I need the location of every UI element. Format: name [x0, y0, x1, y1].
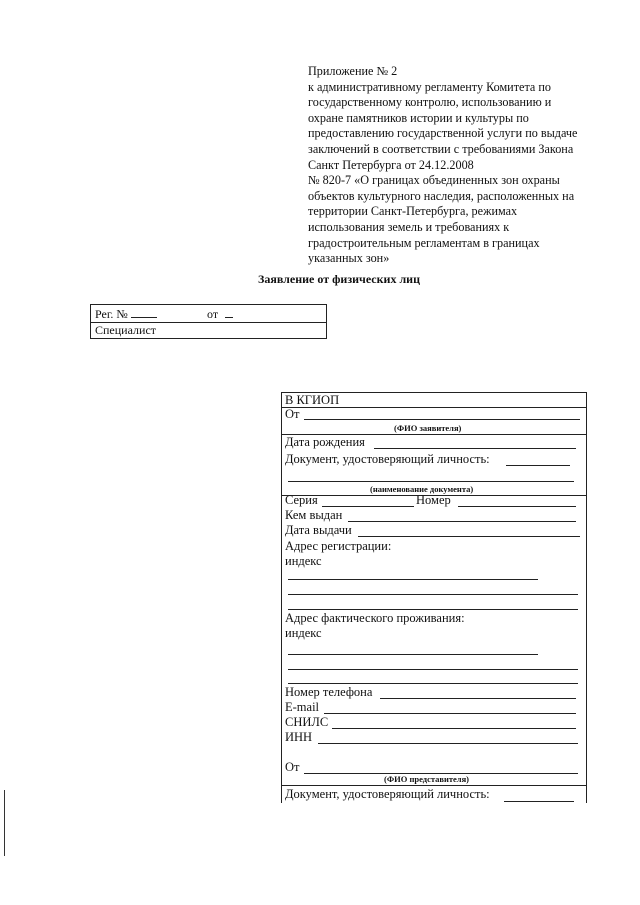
- inn-label: ИНН: [285, 730, 313, 744]
- identity-doc-label: Документ, удостоверяющий личность:: [285, 452, 490, 466]
- scan-margin-mark: [4, 790, 5, 856]
- snils-line[interactable]: [332, 728, 576, 729]
- phone-line[interactable]: [380, 698, 576, 699]
- appendix-line: к административному регламенту Комитета по: [308, 79, 551, 94]
- form-divider: [282, 785, 586, 786]
- rep-from-label: От: [285, 760, 300, 774]
- appendix-line: № 820-7 «О границах объединенных зон охраны: [308, 173, 560, 188]
- issue-date-label: Дата выдачи: [285, 523, 352, 537]
- appendix-line: охране памятников истории и культуры по: [308, 110, 529, 125]
- birth-date-label: Дата рождения: [285, 435, 365, 449]
- reg-number-blank: [131, 317, 157, 318]
- reg-date-label: от: [207, 307, 219, 321]
- reg-address-line-3[interactable]: [288, 609, 578, 610]
- appendix-line: территории Санкт-Петербурга, режимах: [308, 204, 518, 219]
- applicant-name-line[interactable]: [304, 419, 580, 420]
- reg-address-line[interactable]: [288, 579, 538, 580]
- document-title: Заявление от физических лиц: [258, 272, 421, 286]
- actual-index-label: индекс: [285, 626, 322, 640]
- rep-identity-doc-label: Документ, удостоверяющий личность:: [285, 787, 490, 801]
- applicant-caption: (ФИО заявителя): [394, 423, 462, 433]
- recipient-label: В КГИОП: [285, 393, 340, 407]
- registration-row: [95, 307, 219, 322]
- appendix-line: указанных зон»: [308, 251, 390, 266]
- issued-by-line[interactable]: [348, 521, 576, 522]
- actual-address-line-3[interactable]: [288, 683, 578, 684]
- from-label: От: [285, 407, 300, 421]
- number-line[interactable]: [458, 506, 576, 507]
- appendix-line: предоставлению государственной услуги по выдаче: [308, 126, 578, 141]
- doc-name-caption: (наименование документа): [370, 484, 474, 494]
- representative-caption: (ФИО представителя): [384, 774, 469, 784]
- issued-by-label: Кем выдан: [285, 508, 343, 522]
- email-line[interactable]: [324, 713, 576, 714]
- birth-date-line[interactable]: [374, 448, 576, 449]
- appendix-header: [308, 64, 608, 267]
- issue-date-line[interactable]: [358, 536, 580, 537]
- identity-doc-line-2[interactable]: [288, 481, 574, 482]
- reg-date-blank: [225, 317, 233, 318]
- reg-index-label: индекс: [285, 554, 322, 568]
- number-label: Номер: [416, 493, 451, 507]
- series-line[interactable]: [322, 506, 414, 507]
- specialist-label: Специалист: [95, 323, 157, 337]
- reg-date-group: [207, 307, 233, 322]
- appendix-line: градостроительным регламентам в границах: [308, 235, 540, 250]
- appendix-line: объектов культурного наследия, расположенных на: [308, 188, 575, 203]
- series-label: Серия: [285, 493, 318, 507]
- appendix-line: Санкт Петербурга от 24.12.2008: [308, 157, 474, 172]
- actual-address-line-2[interactable]: [288, 669, 578, 670]
- appendix-line: заключений в соответствии с требованиями Закона: [308, 141, 574, 156]
- email-label: E-mail: [285, 700, 320, 714]
- appendix-line: использования земель и требованиях к: [308, 219, 510, 234]
- reg-address-label: Адрес регистрации:: [285, 539, 392, 553]
- form-divider: [282, 407, 586, 408]
- inn-line[interactable]: [318, 743, 578, 744]
- actual-address-label: Адрес фактического проживания:: [285, 611, 465, 625]
- actual-address-line[interactable]: [288, 654, 538, 655]
- appendix-line: государственному контролю, использованию и: [308, 95, 552, 110]
- application-form: [281, 392, 587, 803]
- rep-identity-doc-line[interactable]: [504, 801, 574, 802]
- snils-label: СНИЛС: [285, 715, 329, 729]
- reg-number-label: Рег. №: [95, 307, 128, 321]
- registration-box: [90, 304, 327, 339]
- appendix-line: Приложение № 2: [308, 64, 398, 78]
- phone-label: Номер телефона: [285, 685, 373, 699]
- reg-address-line-2[interactable]: [288, 594, 578, 595]
- identity-doc-line[interactable]: [506, 465, 570, 466]
